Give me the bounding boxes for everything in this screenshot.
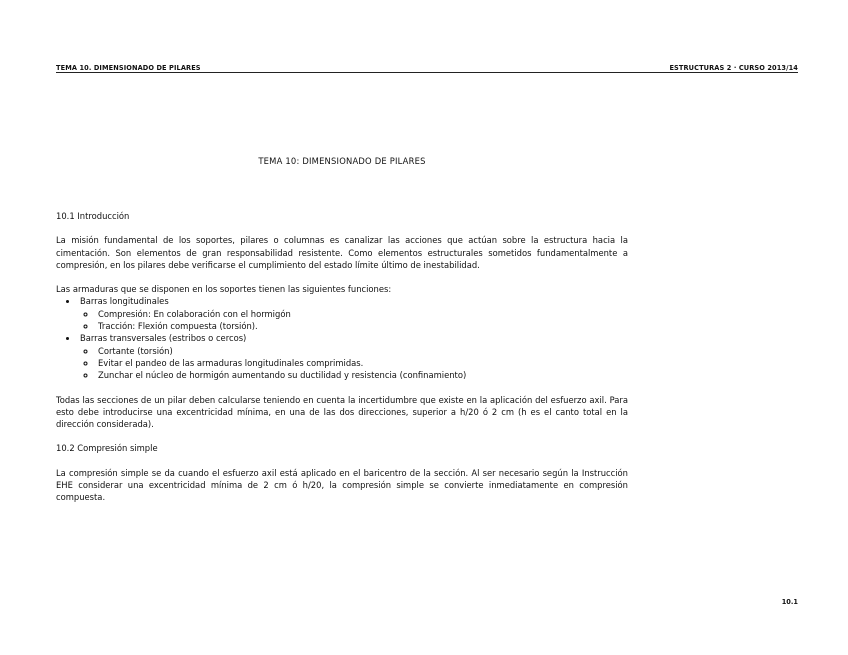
document-body	[56, 210, 628, 516]
list-item	[78, 332, 628, 381]
paragraph: Las armaduras que se disponen en los soportes tienen las siguientes funciones:	[56, 284, 392, 295]
paragraph: La compresión simple se da cuando el esfuerzo axil está aplicado en el baricentro de la sección. Al ser necesario según la Instrucción EHE considerar una excentricidad mínima de 2 cm ó h/20, la compresión simple se convierte inmediatamente en compresión compuesta.	[56, 467, 628, 503]
list-item	[78, 295, 628, 332]
sub-list-item: ◦ Tracción: Flexión compuesta (torsión).	[96, 320, 628, 332]
document-title: TEMA 10: DIMENSIONADO DE PILARES	[258, 156, 426, 166]
sub-list-item: ◦ Zunchar el núcleo de hormigón aumentando su ductilidad y resistencia (confinamiento)	[96, 369, 628, 381]
sub-list	[80, 308, 628, 333]
running-header-left: TEMA 10. DIMENSIONADO DE PILARES	[56, 64, 201, 72]
section-heading-compresion-simple: 10.2 Compresión simple	[56, 443, 158, 454]
sub-list-item: ◦ Evitar el pandeo de las armaduras longitudinales comprimidas.	[96, 357, 628, 369]
functions-list	[56, 295, 628, 381]
running-header-right: ESTRUCTURAS 2 · CURSO 2013/14	[669, 64, 798, 72]
paragraph: Todas las secciones de un pilar deben calcularse teniendo en cuenta la incertidumbre que existe en la aplicación del esfuerzo axil. Para esto debe introducirse una excentricidad mínima, en una de las dos direcciones, superior a h/20 ó 2 cm (h es el canto total en la dirección considerada).	[56, 394, 628, 430]
sub-list	[80, 345, 628, 382]
list-item-label: Barras transversales (estribos o cercos)	[80, 333, 247, 344]
header-rule	[56, 72, 798, 73]
sub-list-item: ◦ Cortante (torsión)	[96, 345, 628, 357]
list-item-label: Barras longitudinales	[80, 296, 169, 307]
sub-list-item: ◦ Compresión: En colaboración con el hormigón	[96, 308, 628, 320]
paragraph: La misión fundamental de los soportes, pilares o columnas es canalizar las acciones que actúan sobre la estructura hacia la cimentación. Son elementos de gran responsabilidad resistente. Como elementos estructurales sometidos fundamentalmente a compresión, en los pilares debe verificarse el cumplimiento del estado límite último de inestabilidad.	[56, 235, 628, 270]
page-number: 10.1	[781, 598, 798, 606]
section-heading-introduccion: 10.1 Introducción	[56, 211, 130, 221]
